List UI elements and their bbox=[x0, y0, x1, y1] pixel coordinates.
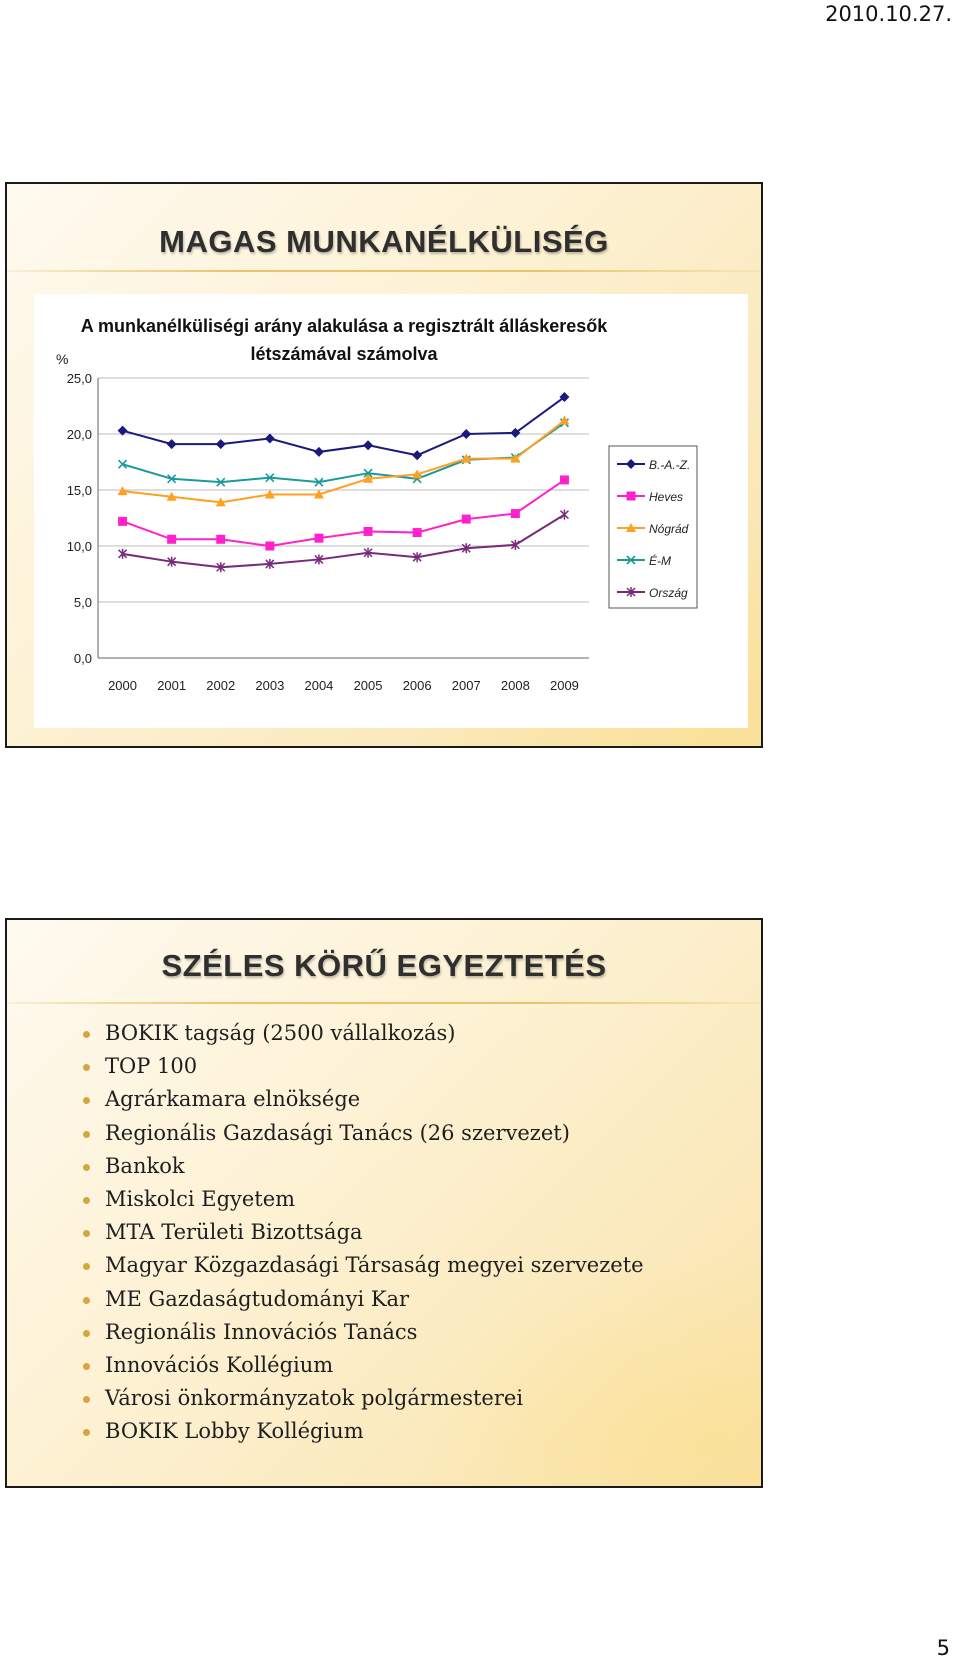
data-point bbox=[627, 492, 636, 501]
list-item-text: Bankok bbox=[105, 1153, 185, 1178]
x-tick-label: 2004 bbox=[304, 678, 334, 693]
data-point bbox=[461, 429, 471, 439]
data-point bbox=[412, 450, 422, 460]
x-tick-label: 2008 bbox=[500, 678, 530, 693]
legend-label: Heves bbox=[649, 490, 684, 504]
slide-consultation bbox=[5, 918, 763, 1488]
series-line bbox=[123, 397, 565, 455]
chart-container bbox=[34, 294, 748, 728]
list-item bbox=[79, 1283, 644, 1316]
list-item bbox=[79, 1117, 644, 1150]
y-tick-label: 0,0 bbox=[73, 651, 92, 666]
x-tick-label: 2000 bbox=[108, 678, 138, 693]
bullet-icon bbox=[83, 1297, 90, 1304]
list-item bbox=[79, 1216, 644, 1249]
list-item-text: Magyar Közgazdasági Társaság megyei szervezete bbox=[105, 1253, 644, 1278]
list-item-text: ME Gazdaságtudományi Kar bbox=[105, 1286, 410, 1311]
list-item-text: Innovációs Kollégium bbox=[105, 1352, 334, 1377]
list-item bbox=[79, 1316, 644, 1349]
data-point bbox=[118, 517, 127, 526]
page-number: 5 bbox=[936, 1636, 950, 1660]
list-item-text: Agrárkamara elnöksége bbox=[105, 1087, 361, 1112]
data-point bbox=[314, 534, 323, 543]
list-item-text: Regionális Gazdasági Tanács (26 szervezet) bbox=[105, 1120, 570, 1145]
series-line bbox=[123, 423, 565, 482]
y-tick-label: 20,0 bbox=[66, 427, 92, 442]
list-item bbox=[79, 1083, 644, 1116]
bullet-icon bbox=[83, 1396, 90, 1403]
bullet-icon bbox=[83, 1330, 90, 1337]
legend-label: Nógrád bbox=[649, 522, 689, 536]
bullet-icon bbox=[83, 1230, 90, 1237]
bullet-icon bbox=[83, 1064, 90, 1071]
list-item bbox=[79, 1249, 644, 1282]
consultation-list bbox=[79, 1017, 644, 1448]
y-tick-label: 15,0 bbox=[66, 483, 92, 498]
title-divider bbox=[7, 270, 761, 272]
data-point bbox=[462, 515, 471, 524]
data-point bbox=[167, 439, 177, 449]
legend-label: É-M bbox=[649, 554, 671, 568]
x-tick-label: 2002 bbox=[206, 678, 236, 693]
title-divider bbox=[7, 1002, 761, 1004]
data-point bbox=[216, 439, 226, 449]
bullet-icon bbox=[83, 1131, 90, 1138]
legend-label: Ország bbox=[649, 586, 688, 600]
list-item-text: MTA Területi Bizottsága bbox=[105, 1220, 363, 1245]
bullet-icon bbox=[83, 1263, 90, 1270]
data-point bbox=[216, 535, 225, 544]
y-tick-label: 10,0 bbox=[66, 539, 92, 554]
list-item-text: Miskolci Egyetem bbox=[105, 1186, 296, 1211]
slide-title: SZÉLES KÖRŰ EGYEZTETÉS bbox=[161, 948, 607, 983]
bullet-icon bbox=[83, 1164, 90, 1171]
chart-title-line-1: A munkanélküliségi arány alakulása a regisztrált álláskeresők bbox=[80, 316, 608, 336]
data-point bbox=[363, 440, 373, 450]
data-point bbox=[364, 527, 373, 536]
unemployment-line-chart bbox=[34, 294, 748, 728]
series-line bbox=[123, 515, 565, 568]
x-tick-label: 2001 bbox=[157, 678, 187, 693]
slide-title: MAGAS MUNKANÉLKÜLISÉG bbox=[159, 224, 609, 259]
list-item bbox=[79, 1183, 644, 1216]
bullet-icon bbox=[83, 1429, 90, 1436]
data-point bbox=[265, 542, 274, 551]
data-point bbox=[511, 509, 520, 518]
x-tick-label: 2009 bbox=[549, 678, 579, 693]
x-tick-label: 2006 bbox=[402, 678, 432, 693]
bullet-icon bbox=[83, 1197, 90, 1204]
slide-unemployment bbox=[5, 182, 763, 748]
bullet-icon bbox=[83, 1031, 90, 1038]
data-point bbox=[167, 535, 176, 544]
bullet-icon bbox=[83, 1097, 90, 1104]
data-point bbox=[560, 510, 568, 520]
x-tick-label: 2003 bbox=[255, 678, 285, 693]
data-point bbox=[265, 433, 275, 443]
list-item bbox=[79, 1382, 644, 1415]
bullet-icon bbox=[83, 1363, 90, 1370]
list-item-text: Városi önkormányzatok polgármesterei bbox=[105, 1386, 524, 1411]
list-item bbox=[79, 1415, 644, 1448]
list-item bbox=[79, 1050, 644, 1083]
page-date: 2010.10.27. bbox=[825, 2, 952, 26]
list-item bbox=[79, 1349, 644, 1382]
list-item-text: BOKIK Lobby Kollégium bbox=[105, 1419, 364, 1444]
list-item-text: BOKIK tagság (2500 vállalkozás) bbox=[105, 1021, 456, 1045]
list-item bbox=[79, 1017, 644, 1050]
x-tick-label: 2007 bbox=[451, 678, 481, 693]
list-item bbox=[79, 1150, 644, 1183]
list-item-text: TOP 100 bbox=[105, 1054, 198, 1079]
x-tick-label: 2005 bbox=[353, 678, 383, 693]
chart-title-line-2: létszámával számolva bbox=[250, 344, 438, 364]
data-point bbox=[413, 528, 422, 537]
legend-label: B.-A.-Z. bbox=[649, 458, 691, 472]
y-tick-label: 25,0 bbox=[66, 371, 92, 386]
data-point bbox=[560, 475, 569, 484]
y-tick-label: 5,0 bbox=[73, 595, 92, 610]
list-item-text: Regionális Innovációs Tanács bbox=[105, 1319, 418, 1344]
data-point bbox=[314, 447, 324, 457]
y-axis-label: % bbox=[56, 351, 69, 367]
